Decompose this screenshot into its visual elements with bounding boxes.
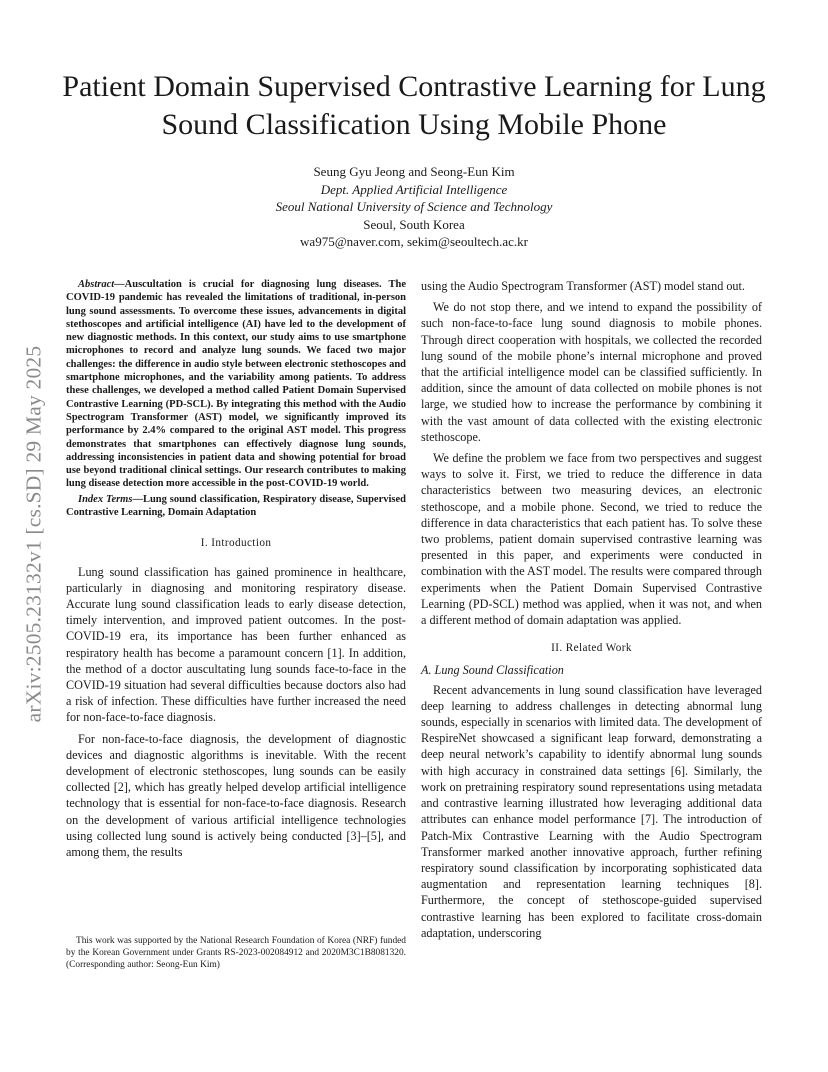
abstract-label: Abstract	[78, 279, 115, 290]
intro-paragraph-1: Lung sound classification has gained prominence in healthcare, particularly in diagnosing and monitoring respiratory disease. Accurate lung sound classification leads to early disease detection, timely intervention, and improved patient outcomes. In the post-COVID-19 era, its importance has been further enhanced as respiratory health has become a paramount concern [1]. In addition, the method of a doctor auscultating lung sounds face-to-face in the COVID-19 situation had several difficulties because doctors also had a risk of infection. These difficulties have further increased the need for non-face-to-face diagnosis.	[66, 564, 406, 725]
abstract	[66, 278, 406, 491]
intro-paragraph-3: We do not stop there, and we intend to expand the possibility of such non-face-to-face lung sound diagnosis to mobile phones. Through direct cooperation with hospitals, we collected the recorded lung sound of the mobile phone’s internal microphone and proved that the artificial intelligence model can be classified sufficiently. In addition, since the amount of data collected on mobile phones is not large, we studied how to increase the performance by combining it with the vast amount of data collected with the existing electronic stethoscope.	[421, 300, 762, 444]
author-department: Dept. Applied Artificial Intelligence	[320, 181, 508, 197]
author-names: Seung Gyu Jeong and Seong-Eun Kim	[313, 164, 515, 179]
abstract-text: —Auscultation is crucial for diagnosing lung diseases. The COVID-19 pandemic has revealed the limitations of traditional, in-person lung sound assessments. To overcome these issues, advancements in digital stethoscopes and artificial intelligence (AI) have led to the development of new diagnostic methods. In this context, our study aims to use smartphone microphones to record and analyze lung sounds. We faced two major challenges: the difference in audio style between electronic stethoscopes and smartphone microphones, and the variability among patients. To address these challenges, we developed a method called Patient Domain Supervised Contrastive Learning (PD-SCL). By integrating this method with the Audio Spectrogram Transformer (AST) model, we significantly improved its performance by 2.4% compared to the original AST model. This progress demonstrates that smartphones can effectively diagnose lung sounds, addressing inconsistencies in patient data and showing potential for broad use beyond traditional clinical settings. Our research contributes to making lung disease detection more accessible in the post-COVID-19 world.	[66, 279, 406, 490]
arxiv-sidebar	[21, 294, 47, 774]
intro-paragraph-2-continuation: using the Audio Spectrogram Transformer (AST) model stand out.	[421, 279, 745, 293]
author-university: Seoul National University of Science and Technology	[275, 199, 553, 214]
index-terms	[66, 493, 406, 520]
section-heading-introduction: I. Introduction	[200, 537, 272, 550]
section-heading-related-work: II. Related Work	[551, 642, 632, 655]
subsection-heading-lung-sound: A. Lung Sound Classification	[421, 663, 564, 678]
intro-paragraph-4: We define the problem we face from two perspectives and suggest ways to solve it. First, we tried to reduce the difference in data characteristics between two measuring devices, an electronic stethoscope, and a mobile phone. Second, we tried to reduce the difference in data characteristics that each patient has. To solve these two problems, patient domain supervised contrastive learning was presented in this paper, and experiments were conducted in combination with the AST model. The results were compared through experiments when the Patient Domain Supervised Contrastive Learning (PD-SCL) method was applied, when it was not, and when a different method of domain adaptation was applied.	[421, 451, 762, 628]
related-work-paragraph-1: Recent advancements in lung sound classification have leveraged deep learning to address challenges in detecting abnormal lung sounds, especially in scenarios with limited data. The development of RespireNet showcased a significant leap forward, demonstrating a deep neural network’s capability to identify abnormal lung sounds with high accuracy in constrained data settings [6]. Similarly, the work on pretraining respiratory sound representations using metadata and contrastive learning illustrated how leveraging additional data attributes can enhance model performance [7]. The introduction of Patch-Mix Contrastive Learning with the Audio Spectrogram Transformer marked another innovative approach, further refining respiratory sound classification by incorporating sophisticated data augmentation and representation learning techniques [8]. Furthermore, the concept of stethoscope-guided supervised contrastive learning has been explored to facilitate cross-domain adaptation, underscoring	[421, 682, 762, 940]
index-terms-text: —Lung sound classification, Respiratory disease, Supervised Contrastive Learning, Domain Adaptation	[66, 493, 407, 519]
intro-paragraph-2: For non-face-to-face diagnosis, the development of diagnostic devices and diagnostic algorithms is inevitable. With the recent development of electronic stethoscopes, lung sounds can be easily collected [2], which has greatly helped develop artificial intelligence technology that is essential for non-face-to-face diagnosis. Research on the development of various artificial intelligence technologies using collected lung sound is actively being conducted [3]–[5], and among them, the results	[66, 731, 406, 859]
paper-title: Patient Domain Supervised Contrastive Learning for Lung Sound Classification Using Mobile Phone	[62, 70, 766, 141]
author-block	[0, 163, 828, 251]
author-location: Seoul, South Korea	[363, 216, 465, 232]
right-column	[421, 278, 762, 946]
left-column	[66, 278, 406, 865]
arxiv-identifier: arXiv:2505.23132v1 [cs.SD] 29 May 2025	[21, 345, 46, 723]
index-terms-label: Index Terms	[78, 493, 133, 505]
funding-footnote: This work was supported by the National Research Foundation of Korea (NRF) funded by the Korean Government under Grants RS-2023-002084912 and 2020M3C1B8081320. (Corresponding author: Seong-Eun Kim)	[66, 936, 406, 971]
author-emails: wa975@naver.com, sekim@seoultech.ac.kr	[300, 234, 528, 249]
